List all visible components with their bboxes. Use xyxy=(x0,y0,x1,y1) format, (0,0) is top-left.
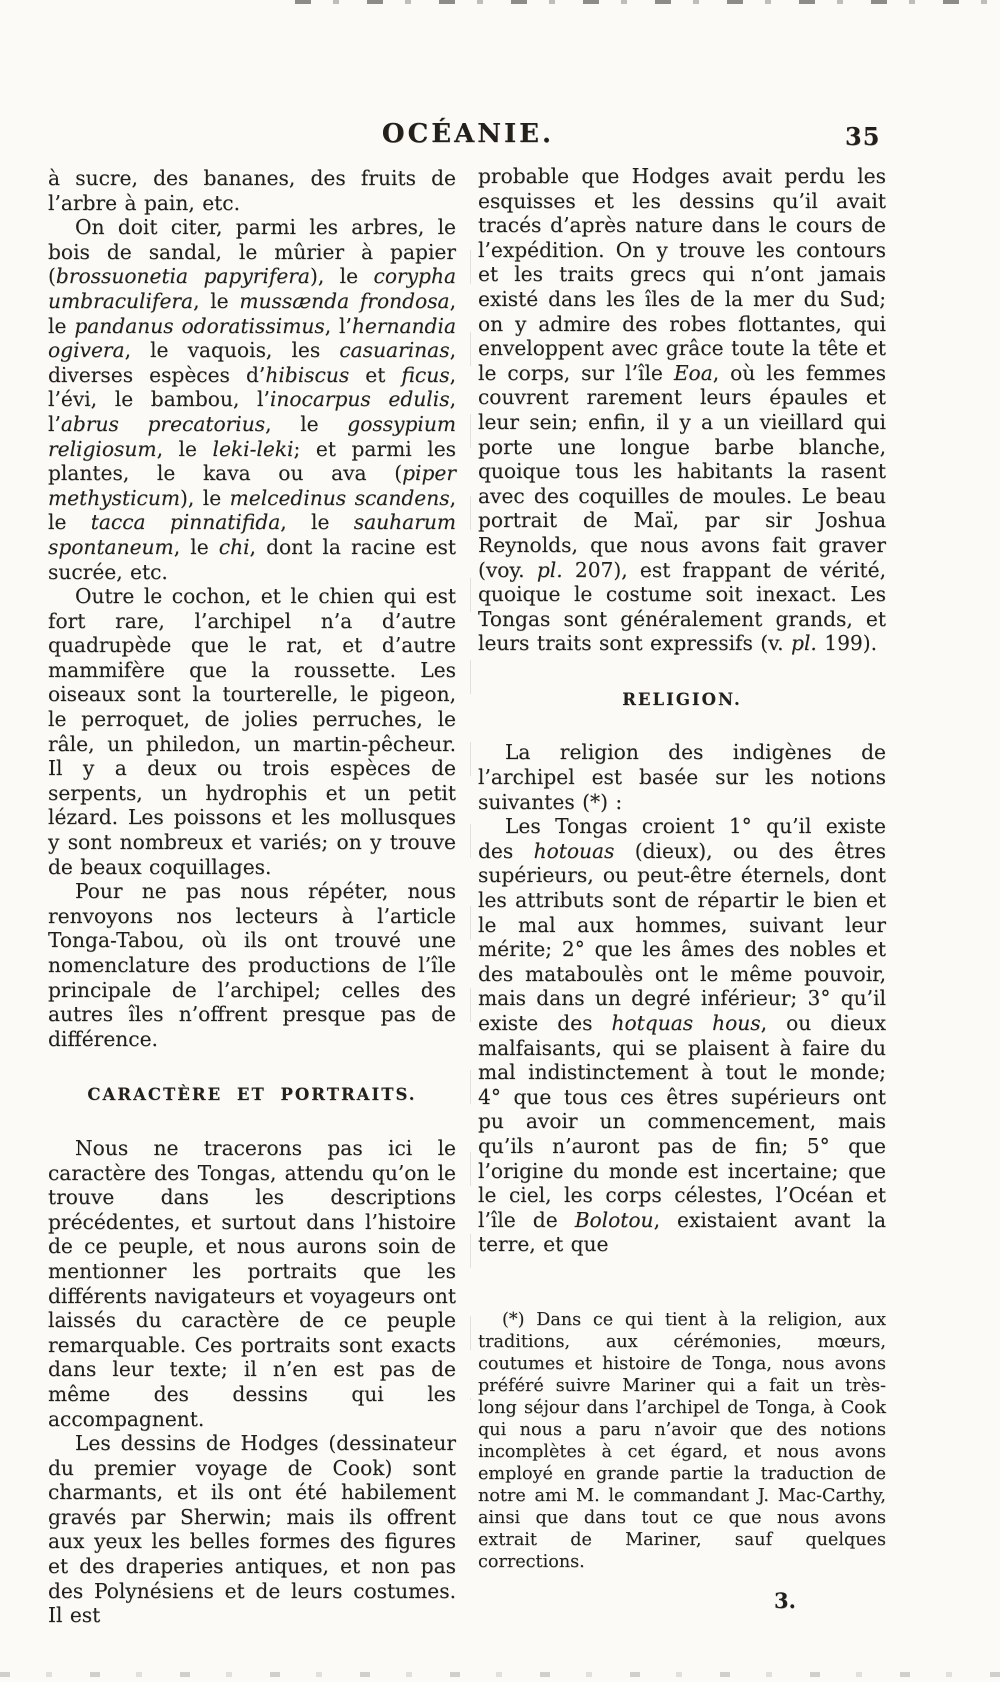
paragraph-continuation: à sucre, des bananes, des fruits de l’arbre à pain, etc. xyxy=(48,166,456,215)
page-number: 35 xyxy=(845,122,881,151)
paragraph-dessins: Les dessins de Hodges (dessinateur du premier voyage de Cook) sont charmants, et ils ont été habilement gravés par Sherwin; mais ils offrent aux yeux les belles formes des figures et des draperies antiques, et non pas des Polynésiens et de leurs costumes. Il est xyxy=(48,1431,456,1628)
section-heading-religion: RELIGION. xyxy=(622,689,742,709)
right-column xyxy=(478,164,886,1614)
column-gutter-shadow xyxy=(470,250,471,1400)
page-top-edge-artifact xyxy=(295,0,1000,4)
paragraph-renvoi: Pour ne pas nous répéter, nous renvoyons nos lecteurs à l’article Tonga-Tabou, où ils ont trouvé une nomenclature des productions de l’île principale de l’archipel; celles des autres îles n’offrent presque pas de différence. xyxy=(48,879,456,1051)
section-heading-caractere: CARACTÈRE ET PORTRAITS. xyxy=(87,1085,417,1105)
page-bottom-edge-artifact xyxy=(0,1672,1000,1677)
left-column xyxy=(48,166,456,1628)
paragraph-probable: probable que Hodges avait perdu les esquisses et les dessins qu’il avait tracés d’après nature dans le cours de l’expédition. On y trouve les contours et les traits grecs qui n’ont jamais existé dans les îles de la mer du Sud; on y admire des robes flottantes, qui enveloppent avec grâce toute la tête et le corps, sur l’île Eoa, où les femmes couvrent rarement leurs épaules et leur sein; enfin, il y a un vieillard qui porte une longue barbe blanche, quoique tous les habitants la rasent avec des coquilles de moules. Le beau portrait de Maï, par sir Joshua Reynolds, que nous avons fait graver (voy. pl. 207), est frappant de vérité, quoique le costume soit inexact. Les Tongas sont généralement grands, et leurs traits sont expressifs (v. pl. 199). xyxy=(478,164,886,656)
paragraph-religion-intro: La religion des indigènes de l’archipel est basée sur les notions suivantes (*) : xyxy=(478,740,886,814)
running-title: OCÉANIE. xyxy=(381,119,555,149)
paragraph-croyances: Les Tongas croient 1° qu’il existe des hotouas (dieux), ou des êtres supérieurs, ou peut-être éternels, dont les attributs sont de répartir le bien et le mal aux hommes, suivant leur mérite; 2° que les âmes des nobles et des mataboulès ont le même pouvoir, mais dans un degré inférieur; 3° qu’il existe des hotquas hous, ou dieux malfaisants, qui se plaisent à faire du mal indistinctement à tout le monde; 4° que tous ces êtres supérieurs ont pu avoir un commencement, mais qu’ils n’auront pas de fin; 5° que l’origine du monde est incertaine; que le ciel, les corps célestes, l’Océan et l’île de Bolotou, existaient avant la terre, et que xyxy=(478,814,886,1257)
paragraph-caractere: Nous ne tracerons pas ici le caractère des Tongas, attendu qu’on le trouve dans les descriptions précédentes, et surtout dans l’histoire de ce peuple, et nous aurons soin de mentionner les portraits que les différents navigateurs et voyageurs ont laissés du caractère de ce peuple remarquable. Ces portraits sont exacts dans leur texte; il n’en est pas de même des dessins qui les accompagnent. xyxy=(48,1135,456,1431)
footnote: (*) Dans ce qui tient à la religion, aux traditions, aux cérémonies, mœurs, coutumes et histoire de Tonga, nous avons préféré suivre Mariner qui a fait un très-long séjour dans l’archipel de Tonga, à Cook qui nous a paru n’avoir que des notions incomplètes à cet égard, et nous avons employé en grande partie la traduction de notre ami M. le commandant J. Mac-Carthy, ainsi que dans tout ce que nous avons extrait de Mariner, sauf quelques corrections. xyxy=(478,1309,886,1572)
paragraph-animaux: Outre le cochon, et le chien qui est fort rare, l’archipel n’a d’autre quadrupède que le rat, et d’autre mammifère que la roussette. Les oiseaux sont la tourterelle, le pigeon, le perroquet, de jolies perruches, le râle, un philedon, un martin-pêcheur. Il y a deux ou trois espèces de serpents, un hydrophis et un petit lézard. Les poissons et les mollusques y sont nombreux et variés; on y trouve de beaux coquillages. xyxy=(48,584,456,879)
signature-mark: 3. xyxy=(774,1587,796,1613)
paragraph-arbres: On doit citer, parmi les arbres, le bois de sandal, le mûrier à papier (brossuonetia papyrifera), le corypha umbraculifera, le mussænda frondosa, le pandanus odoratissimus, l’hernandia ogivera, le vaquois, les casuarinas, diverses espèces d’hibiscus et ficus, l’évi, le bambou, l’inocarpus edulis, l’abrus precatorius, le gossypium religiosum, le leki-leki; et parmi les plantes, le kava ou ava (piper methysticum), le melcedinus scandens, le tacca pinnatifida, le sauharum spontaneum, le chi, dont la racine est sucrée, etc. xyxy=(48,215,457,584)
